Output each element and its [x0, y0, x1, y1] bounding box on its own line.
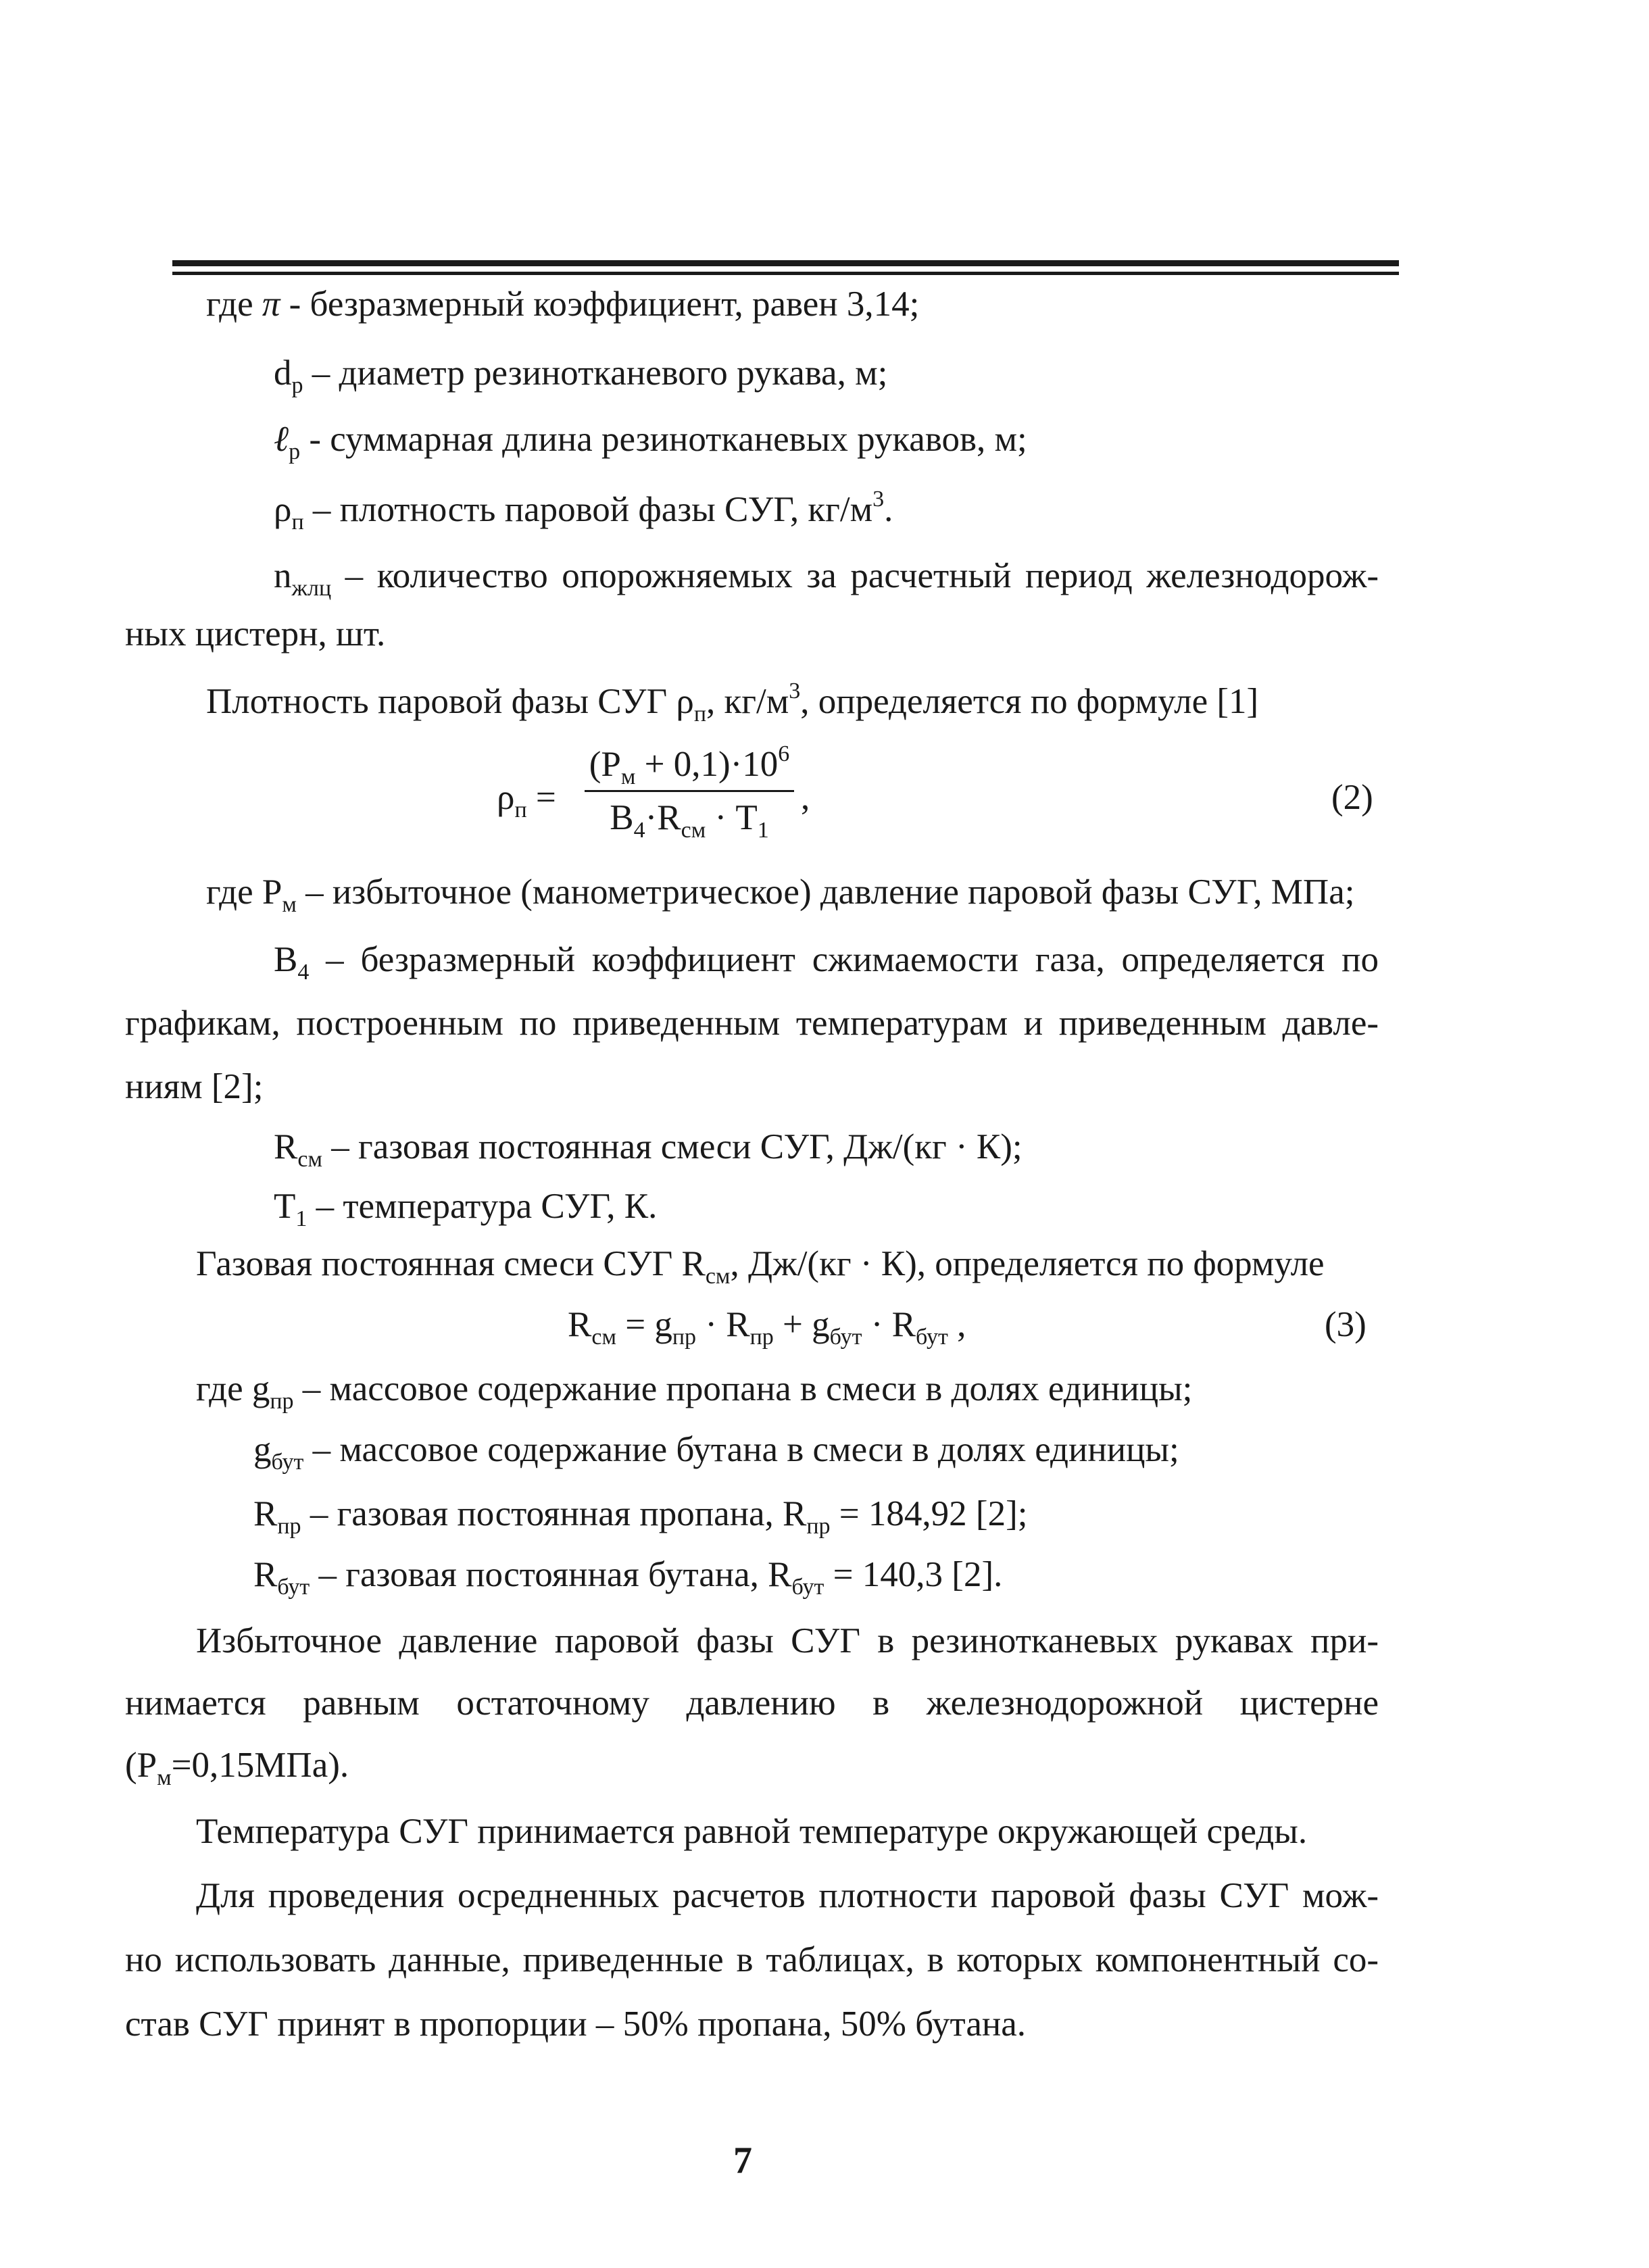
- formula-2-numerator: $(Р_м + 0,1)\cdot 10^6$: [589, 741, 790, 789]
- formula-2-fraction: [585, 740, 794, 842]
- text-line-averaged-calc-end: став СУГ принят в пропорции – 50% пропана, 50% бутана.: [125, 2004, 1027, 2044]
- text-line-overpressure-end: $(Р_м=0,15МПа)$.: [125, 1746, 349, 1790]
- formula-2-lhs: $\rho_п$ =: [497, 778, 556, 822]
- equation-number-2: (2): [1331, 778, 1373, 817]
- formula-2: [497, 740, 970, 855]
- text-line-averaged-calc-cont: но использовать данные, приведенные в таблицах, в которых компонентный со-: [125, 1940, 1379, 1979]
- text-line-rbut-def: $R_{бут}$ – газовая постоянная бутана, $R_{бут} = 140,3$ [2].: [253, 1555, 1003, 1600]
- text-line-dp-def: $d_р$ – диаметр резинотканевого рукава, м;: [274, 353, 888, 398]
- text-line-averaged-calc: Для проведения осредненных расчетов плотности паровой фазы СУГ мож-: [196, 1876, 1379, 1915]
- text-line-gas-constant-intro: Газовая постоянная смеси СУГ $R_{см}$, Дж/(кг · К), определяется по формуле: [196, 1244, 1325, 1289]
- formula-3: $R_{см} = g_{пр} \cdot R_{пр} + g_{бут} \cdot R_{бут}$ ,: [568, 1305, 966, 1350]
- text-line-b4-def-cont: графикам, построенным по приведенным температурам и приведенным давле-: [125, 1004, 1379, 1043]
- formula-2-denominator: $В_4\cdot R_{см} \cdot Т_1$: [610, 798, 769, 843]
- text-line-gbut-def: $g_{бут}$ – массовое содержание бутана в смеси в долях единицы;: [253, 1430, 1179, 1475]
- text-line-b4-def: $В_4$ – безразмерный коэффициент сжимаемости газа, определяется по: [274, 940, 1379, 985]
- text-line-rho-def: $\rho_п$ – плотность паровой фазы СУГ, $кг/м^3$.: [274, 487, 893, 535]
- text-line-temperature: Температура СУГ принимается равной температуре окружающей среды.: [196, 1812, 1308, 1851]
- fraction-bar: [585, 790, 794, 792]
- text-line-pi-def: где π - безразмерный коэффициент, равен 3,14;: [206, 285, 920, 324]
- text-line-n-def: $n_{жлц}$ – количество опорожняемых за расчетный период железнодорож-: [274, 556, 1379, 601]
- text-line-overpressure-cont: нимается равным остаточному давлению в железнодорожной цистерне: [125, 1683, 1379, 1723]
- text-line-overpressure: Избыточное давление паровой фазы СУГ в резинотканевых рукавах при-: [196, 1621, 1379, 1660]
- text-line-density-intro: Плотность паровой фазы СУГ $\rho_п$, $кг/м^3$, определяется по формуле [1]: [206, 679, 1259, 726]
- text-line-t1-def: $Т_1$ – температура СУГ, К.: [274, 1187, 658, 1231]
- equation-number-3: (3): [1325, 1305, 1367, 1344]
- text-line-rpr-def: $R_{пр}$ – газовая постоянная пропана, $R_{пр} = 184,92$ [2];: [253, 1494, 1028, 1539]
- text-line-n-def-cont: ных цистерн, шт.: [125, 614, 386, 654]
- text-line-rcm-def: $R_{см}$ – газовая постоянная смеси СУГ, Дж/(кг · К);: [274, 1127, 1023, 1172]
- formula-2-comma: ,: [801, 778, 810, 817]
- text-line-b4-def-end: ниям [2];: [125, 1067, 264, 1106]
- text-line-gpr-def: где $g_{пр}$ – массовое содержание пропана в смеси в долях единицы;: [196, 1369, 1193, 1414]
- header-rule: [172, 260, 1399, 275]
- text-line-pm-def: где $Р_м$ – избыточное (манометрическое) давление паровой фазы СУГ, МПа;: [206, 872, 1355, 917]
- page-number: 7: [733, 2140, 752, 2181]
- text-line-lp-def: ℓ$_р$ - суммарная длина резинотканевых рукавов, м;: [274, 420, 1027, 464]
